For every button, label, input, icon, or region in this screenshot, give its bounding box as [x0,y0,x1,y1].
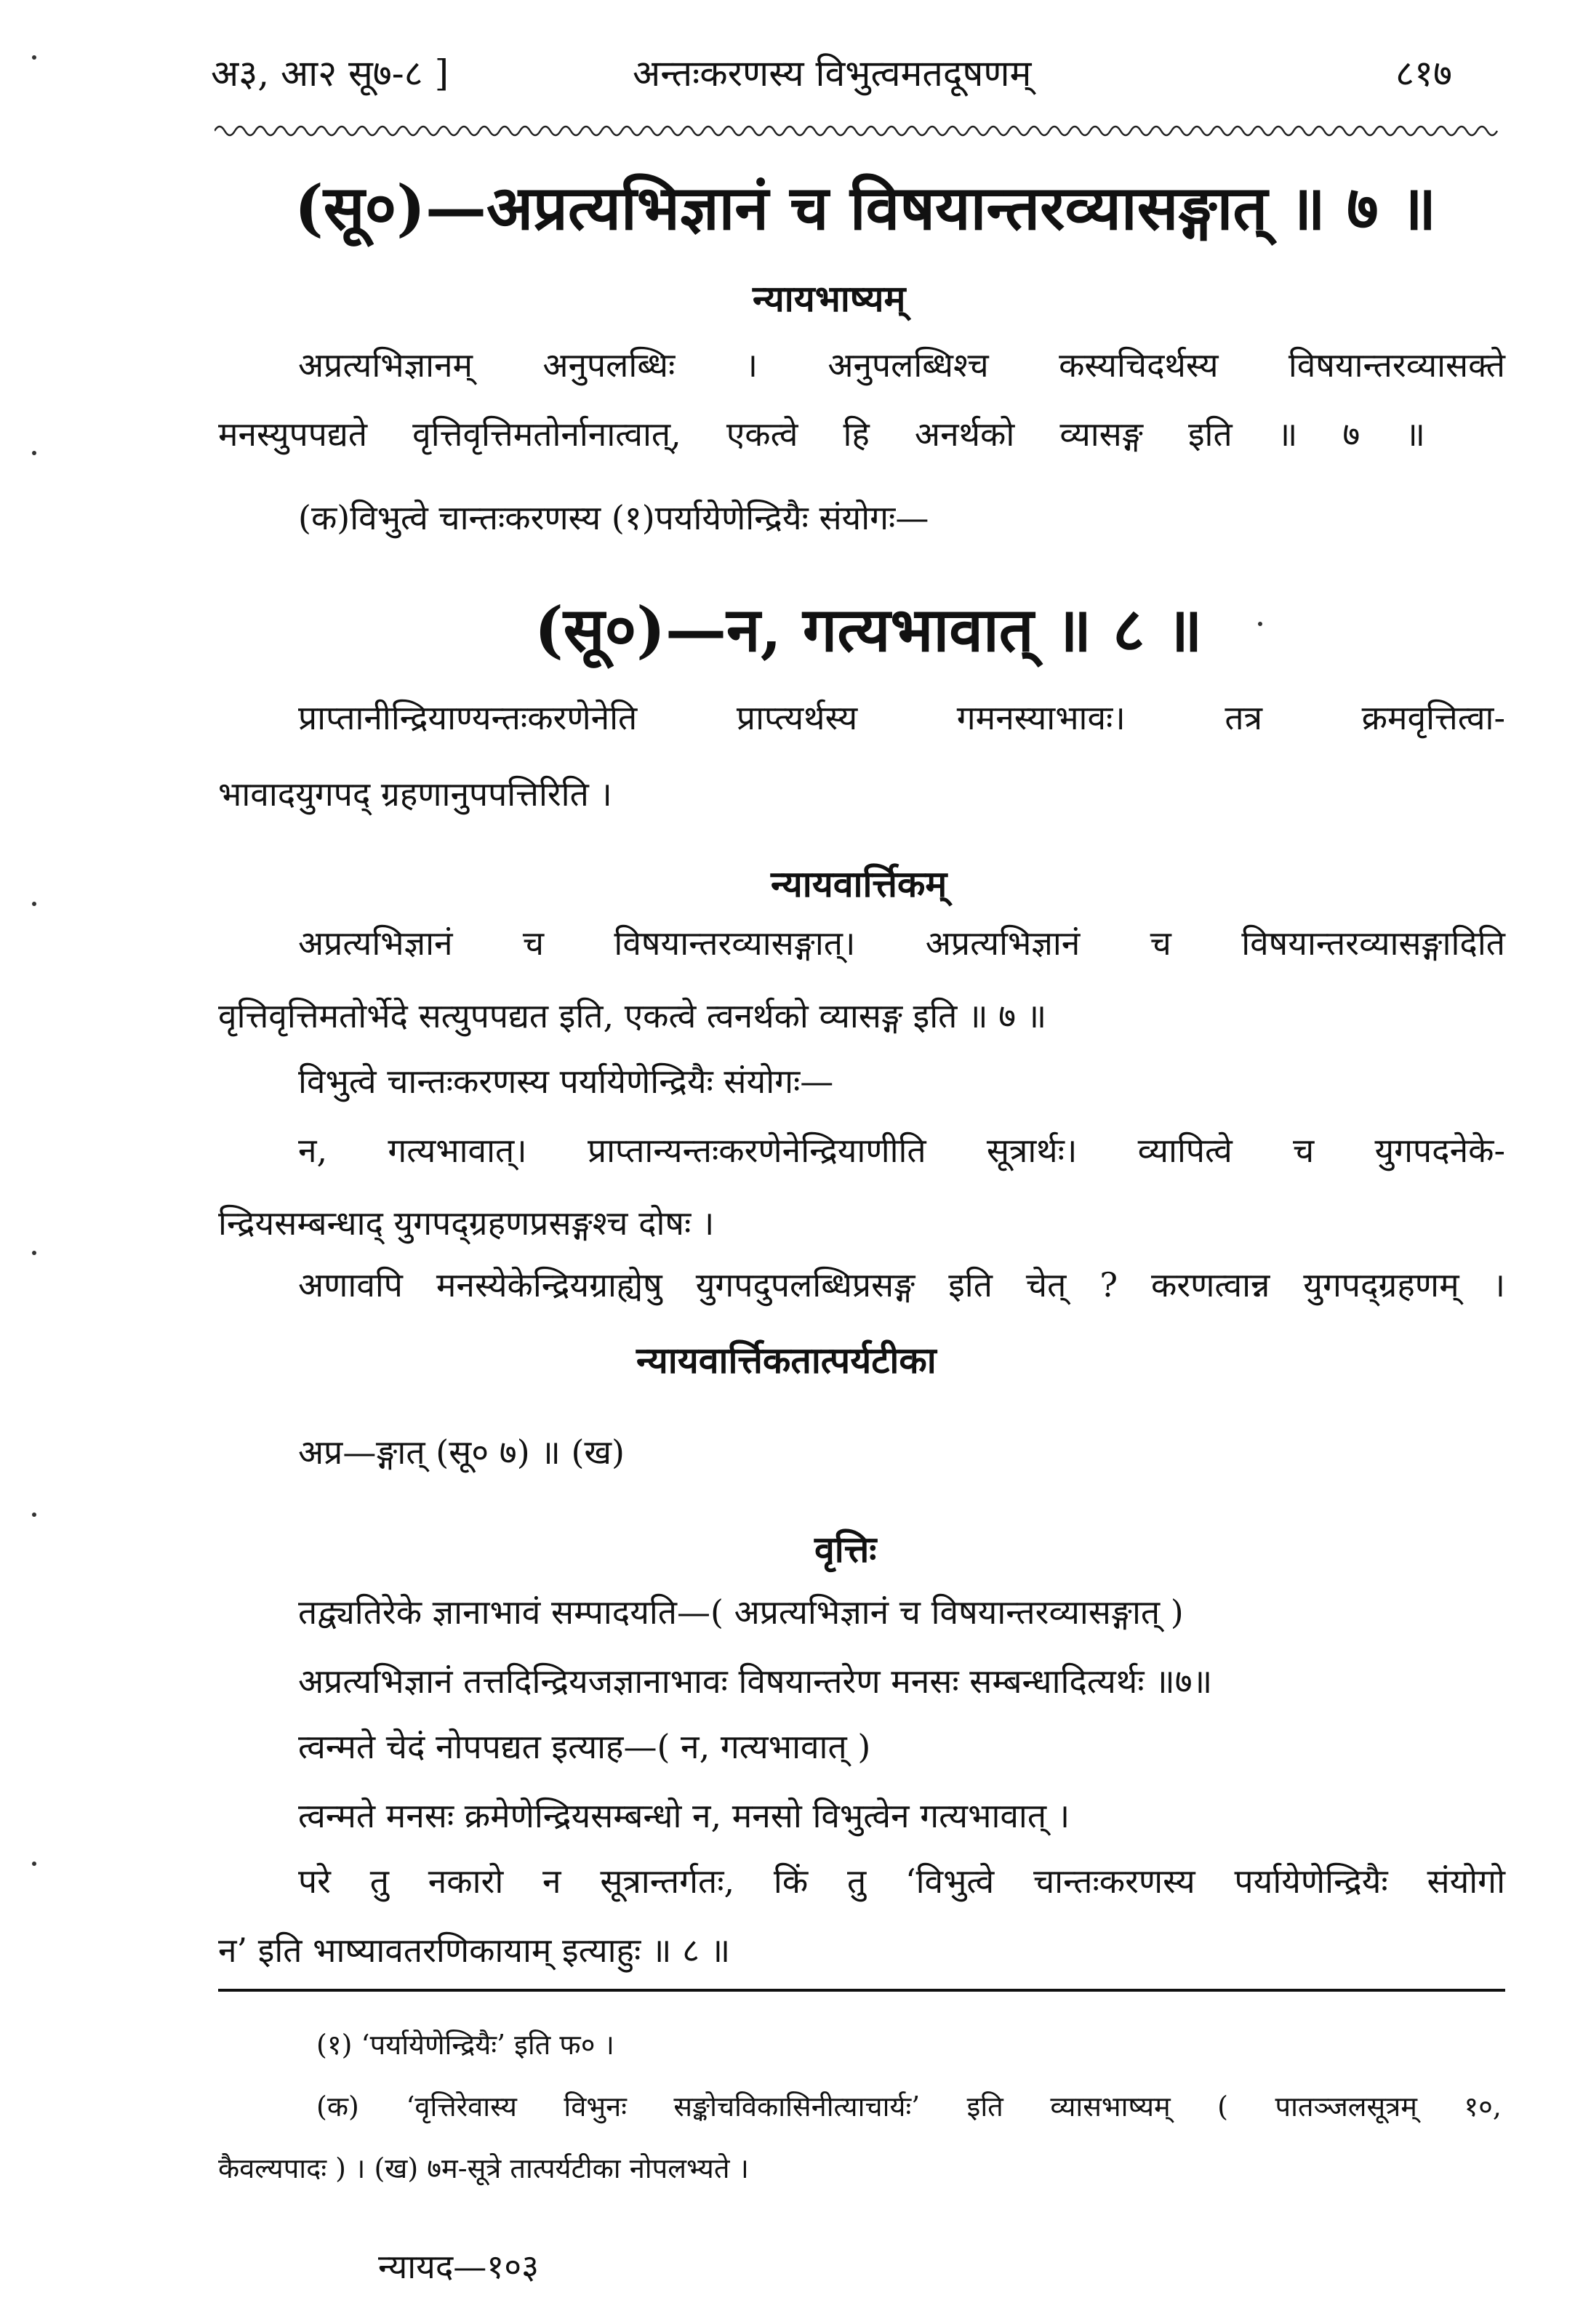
margin-mark [32,902,36,906]
running-head-title: अन्तःकरणस्य विभुत्वमतदूषणम् [633,52,1032,95]
margin-mark [1258,622,1262,626]
footnote-2: (क) ‘वृत्तिरेवास्य विभुनः सङ्कोचविकासिनीत्याचार्यः’ इति व्यासभाष्यम् ( पातञ्जलसूत्रम् १०, [316,2091,1502,2123]
vartika-line: न, गत्यभावात्। प्राप्तान्यन्तःकरणेनेन्द्रियाणीति सूत्रार्थः। व्यापित्वे च युगपदनेके- [298,1131,1505,1170]
vartika-line: न्द्रियसम्बन्धाद् युगपद्ग्रहणप्रसङ्गश्च दोषः । [218,1203,715,1243]
margin-mark [32,55,36,60]
bhashya-line: मनस्युपपद्यते वृत्तिवृत्तिमतोर्नानात्वात्, एकत्वे हि अनर्थको व्यासङ्ग इति ॥ ७ ॥ [218,414,1425,454]
vartika-line: अप्रत्यभिज्ञानं च विषयान्तरव्यासङ्गात्। अप्रत्यभिज्ञानं च विषयान्तरव्यासङ्गादिति [298,923,1505,963]
page-number: ८१७ [1395,52,1452,95]
footnote-1: (१) ‘पर्यायेणेन्द्रियैः’ इति फ० । [316,2029,614,2061]
vritti-line: त्वन्मते मनसः क्रमेणेन्द्रियसम्बन्धो न, मनसो विभुत्वेन गत्यभावात् । [298,1796,1070,1835]
sutra-8: (सू०)—न, गत्यभावात् ॥ ८ ॥ [534,593,1203,665]
margin-mark [32,1251,36,1255]
vartika-line: विभुत्वे चान्तःकरणस्य पर्यायेणेन्द्रियैः संयोगः— [298,1062,834,1101]
margin-mark [32,1862,36,1866]
footnote-rule [218,1989,1505,1992]
sutra-7: (सू०)—अप्रत्यभिज्ञानं च विषयान्तरव्यासङ्गात् ॥ ७ ॥ [294,172,1437,244]
vritti-line: न’ इति भाष्यावतरणिकायाम् इत्याहुः ॥ ८ ॥ [218,1931,731,1970]
tika-line: अप्र—ङ्गात् (सू० ७) ॥ (ख) [298,1433,625,1472]
bhashya-line: अप्रत्यभिज्ञानम् अनुपलब्धिः । अनुपलब्धिश्च कस्यचिदर्थस्य विषयान्तरव्यासक्ते [298,345,1505,385]
margin-mark [32,1512,36,1517]
bhashya-line: प्राप्तानीन्द्रियाण्यन्तःकरणेनेति प्राप्त्यर्थस्य गमनस्याभावः। तत्र क्रमवृत्तित्वा- [298,698,1505,737]
vritti-line: तद्व्यतिरेके ज्ञानाभावं सम्पादयति—( अप्रत्यभिज्ञानं च विषयान्तरव्यासङ्गात् ) [298,1592,1184,1632]
vritti-line: अप्रत्यभिज्ञानं तत्तदिन्द्रियजज्ञानाभावः विषयान्तरेण मनसः सम्बन्धादित्यर्थः ॥७॥ [298,1662,1213,1701]
signature-mark: न्यायद—१०३ [378,2247,540,2286]
bhashya-line: (क)विभुत्वे चान्तःकरणस्य (१)पर्यायेणेन्द्रियैः संयोगः— [298,498,929,537]
vritti-line: त्वन्मते चेदं नोपपद्यत इत्याह—( न, गत्यभावात् ) [298,1727,871,1766]
vartika-line: अणावपि मनस्येकेन्द्रियग्राह्येषु युगपदुपलब्धिप्रसङ्ग इति चेत् ? करणत्वान्न युगपद्ग्रहणम् । [298,1265,1505,1305]
vritti-line: परे तु नकारो न सूत्रान्तर्गतः, किं तु ‘विभुत्वे चान्तःकरणस्य पर्यायेणेन्द्रियैः संयोगो [298,1862,1505,1901]
footnote-3: कैवल्यपादः ) । (ख) ७म-सूत्रे तात्पर्यटीका नोपलभ्यते । [218,2152,749,2184]
margin-mark [32,451,36,455]
wavy-header-rule [215,122,1502,140]
vartika-line: वृत्तिवृत्तिमतोर्भेदे सत्युपपद्यत इति, एकत्वे त्वनर्थको व्यासङ्ग इति ॥ ७ ॥ [218,996,1047,1035]
running-head [211,40,1496,98]
section-heading-vartika: न्यायवार्त्तिकम् [771,862,947,905]
section-heading-vritti: वृत्तिः [814,1528,877,1571]
section-heading-bhashya: न्यायभाष्यम् [753,277,906,320]
running-head-section: अ३, आ२ सू७-८ ] [211,52,449,95]
section-heading-tika: न्यायवार्त्तिकतात्पर्यटीका [636,1339,937,1382]
bhashya-line: भावादयुगपद् ग्रहणानुपपत्तिरिति । [218,774,612,814]
